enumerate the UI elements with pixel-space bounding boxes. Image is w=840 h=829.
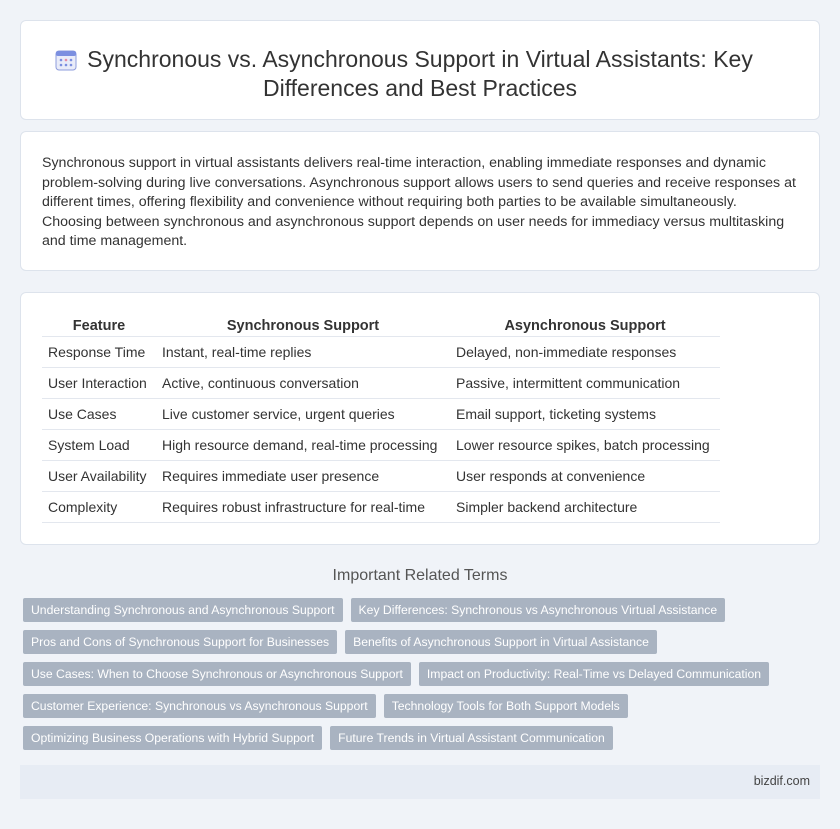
tag-row (23, 598, 813, 622)
intro-card (20, 131, 820, 271)
table-cell: Complexity (42, 492, 156, 523)
related-term-link[interactable]: Use Cases: When to Choose Synchronous or Asynchronous Support (23, 662, 411, 686)
tag-row (23, 694, 813, 718)
column-header: Synchronous Support (156, 315, 450, 337)
related-terms-list (23, 598, 813, 758)
header-card (20, 20, 820, 120)
comparison-table (42, 315, 720, 523)
column-header: Feature (42, 315, 156, 337)
related-term-link[interactable]: Future Trends in Virtual Assistant Communication (330, 726, 613, 750)
related-term-link[interactable]: Customer Experience: Synchronous vs Asynchronous Support (23, 694, 376, 718)
related-term-link[interactable]: Technology Tools for Both Support Models (384, 694, 628, 718)
related-term-link[interactable]: Impact on Productivity: Real-Time vs Delayed Communication (419, 662, 769, 686)
table-cell: Use Cases (42, 399, 156, 430)
table-row (42, 337, 720, 368)
table-cell: User Availability (42, 461, 156, 492)
related-term-link[interactable]: Benefits of Asynchronous Support in Virtual Assistance (345, 630, 657, 654)
table-cell: High resource demand, real-time processing (156, 430, 450, 461)
table-cell: Email support, ticketing systems (450, 399, 720, 430)
table-cell: Live customer service, urgent queries (156, 399, 450, 430)
table-row (42, 430, 720, 461)
related-term-link[interactable]: Pros and Cons of Synchronous Support for Businesses (23, 630, 337, 654)
table-cell: System Load (42, 430, 156, 461)
table-cell: Requires immediate user presence (156, 461, 450, 492)
site-link[interactable]: bizdif.com (753, 774, 810, 788)
tag-row (23, 662, 813, 686)
intro-paragraph: Synchronous support in virtual assistants delivers real-time interaction, enabling immediate responses and dynamic problem-solving during live conversations. Asynchronous support allows users to send queries and receive responses at different times, offering flexibility and convenience without requiring both parties to be available simultaneously. Choosing between synchronous and asynchronous support depends on user needs for immediacy versus multitasking and time management. (42, 155, 796, 249)
related-term-link[interactable]: Understanding Synchronous and Asynchronous Support (23, 598, 343, 622)
page-title: Synchronous vs. Asynchronous Support in Virtual Assistants: Key Differences and Best Practices (87, 46, 753, 101)
table-cell: Delayed, non-immediate responses (450, 337, 720, 368)
table-row (42, 492, 720, 523)
table-cell: Lower resource spikes, batch processing (450, 430, 720, 461)
table-cell: Simpler backend architecture (450, 492, 720, 523)
footer (20, 765, 820, 799)
table-cell: User Interaction (42, 368, 156, 399)
table-row (42, 368, 720, 399)
tag-row (23, 726, 813, 750)
related-term-link[interactable]: Optimizing Business Operations with Hybrid Support (23, 726, 322, 750)
related-terms-heading: Important Related Terms (332, 567, 508, 584)
related-term-link[interactable]: Key Differences: Synchronous vs Asynchronous Virtual Assistance (351, 598, 726, 622)
table-cell: User responds at convenience (450, 461, 720, 492)
table-cell: Requires robust infrastructure for real-time (156, 492, 450, 523)
table-row (42, 461, 720, 492)
column-header: Asynchronous Support (450, 315, 720, 337)
table-header-row (42, 315, 720, 337)
table-cell: Passive, intermittent communication (450, 368, 720, 399)
comparison-table-card (20, 292, 820, 545)
table-row (42, 399, 720, 430)
tag-row (23, 630, 813, 654)
table-cell: Response Time (42, 337, 156, 368)
table-cell: Active, continuous conversation (156, 368, 450, 399)
table-cell: Instant, real-time replies (156, 337, 450, 368)
